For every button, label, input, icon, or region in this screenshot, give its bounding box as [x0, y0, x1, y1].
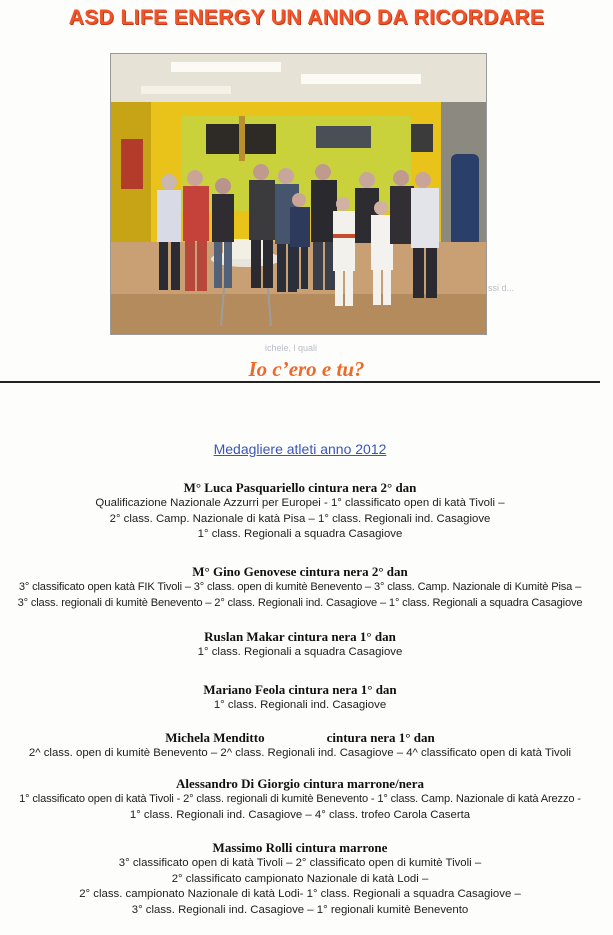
- page-headline: ASD LIFE ENERGY UN ANNO DA RICORDARE: [68, 6, 545, 29]
- result-line: 2^ class. open di kumitè Benevento – 2^ class. Regionali ind. Casagiove – 4^ classificato open di katà Tivoli: [28, 747, 572, 759]
- result-line: 2° class. campionato Nazionale di katà Lodi- 1° class. Regionali a squadra Casagiove –: [79, 888, 521, 900]
- bleed-through-fragment-2: ichele, l quali: [265, 343, 318, 353]
- athlete-name: Massimo Rolli cintura marrone: [212, 840, 388, 855]
- result-line: 1° class. Regionali ind. Casagiove: [213, 699, 387, 711]
- athlete-belt: cintura nera 1° dan: [326, 730, 435, 745]
- result-line: 1° class. Regionali a squadra Casagiove: [197, 528, 403, 540]
- athlete-name: Alessandro Di Giorgio cintura marrone/nera: [176, 776, 424, 791]
- athlete-name: M° Luca Pasquariello cintura nera 2° dan: [183, 480, 417, 495]
- result-line: 3° class. regionali di kumitè Benevento – 2° class. Regionali ind. Casagiove – 1° class. Regionali a squadra Casagiove: [17, 596, 583, 609]
- divider: [0, 381, 600, 383]
- athlete-block-feola: [0, 682, 600, 714]
- athlete-name: M° Gino Genovese cintura nera 2° dan: [192, 564, 408, 579]
- result-line: Qualificazione Nazionale Azzurri per Europei - 1° classificato open di katà Tivoli –: [95, 497, 505, 509]
- group-photo-illustration: [111, 54, 486, 334]
- result-line: 1° class. Regionali ind. Casagiove – 4° class. trofeo Carola Caserta: [129, 808, 471, 821]
- result-line: 3° classificato open di katà Tivoli – 2° classificato open di kumitè Tivoli –: [118, 857, 482, 869]
- result-line: 3° class. Regionali ind. Casagiove – 1° regionali kumitè Benevento: [131, 903, 469, 916]
- athlete-block-pasquariello: [0, 480, 600, 543]
- athlete-block-menditto: [0, 730, 600, 762]
- bleed-through-fragment-1: ssi d...: [488, 283, 515, 293]
- athlete-name: Ruslan Makar cintura nera 1° dan: [204, 629, 396, 644]
- athlete-block-rolli: [0, 840, 600, 918]
- result-line: 1° class. Regionali a squadra Casagiove: [197, 646, 403, 658]
- athlete-name: Mariano Feola cintura nera 1° dan: [203, 682, 397, 697]
- athlete-block-genovese: [0, 564, 600, 611]
- athlete-block-makar: [0, 629, 600, 661]
- result-line: 2° classificato campionato Nazionale di katà Lodi –: [171, 872, 429, 885]
- tagline: Io c’ero e tu?: [248, 357, 365, 381]
- athlete-name-part: Michela Menditto: [165, 730, 265, 745]
- group-photo: [110, 53, 487, 335]
- result-line: 3° classificato open katà FIK Tivoli – 3° class. open di kumitè Benevento – 3° class. Camp. Nazionale di Kumitè Pisa –: [18, 581, 582, 593]
- result-line: 1° classificato open di katà Tivoli - 2° class. regionali di kumitè Benevento - 1° class. Camp. Nazionale di katà Arezzo -: [19, 793, 581, 805]
- athlete-block-di-giorgio: [0, 776, 600, 823]
- result-line: 2° class. Camp. Nazionale di katà Pisa – 1° class. Regionali ind. Casagiove: [109, 512, 491, 525]
- athlete-name: [0, 730, 600, 746]
- medagliere-title: Medagliere atleti anno 2012: [213, 441, 387, 457]
